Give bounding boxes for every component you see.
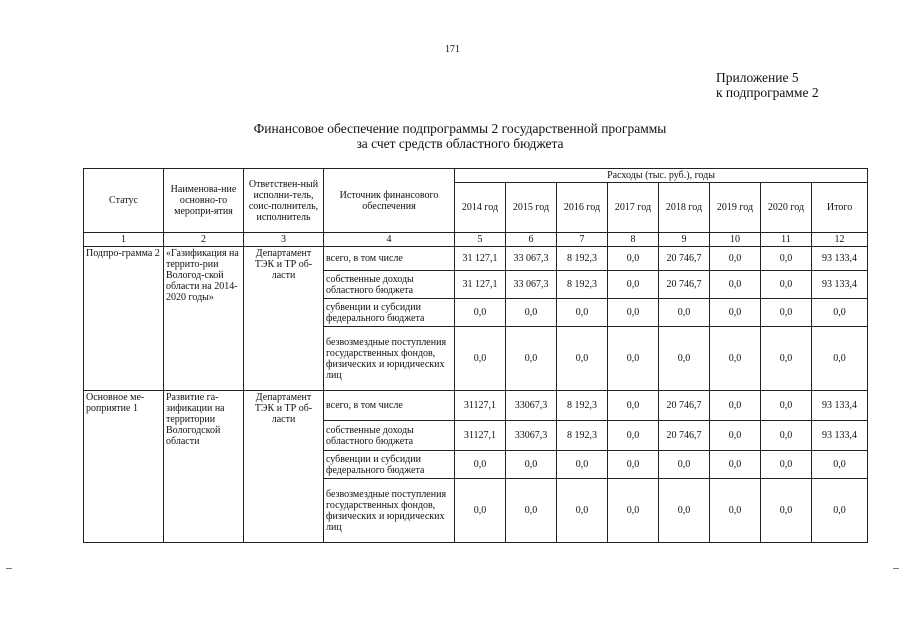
- value-cell: 33067,3: [506, 391, 557, 421]
- value-cell: 0,0: [608, 271, 659, 299]
- header-source: Источник финансового обеспечения: [324, 169, 455, 233]
- value-cell: 0,0: [506, 299, 557, 327]
- scan-edge-mark: [893, 568, 899, 569]
- value-cell: 0,0: [710, 327, 761, 391]
- header-year: 2017 год: [608, 183, 659, 233]
- value-cell: 0,0: [761, 271, 812, 299]
- header-status: Статус: [84, 169, 164, 233]
- annex-line-1: Приложение 5: [716, 70, 799, 85]
- scan-edge-mark: [6, 568, 12, 569]
- source-cell: субвенции и субсидии федерального бюджета: [324, 299, 455, 327]
- value-cell: 0,0: [710, 271, 761, 299]
- value-cell: 0,0: [761, 391, 812, 421]
- value-cell: 0,0: [710, 299, 761, 327]
- value-cell: 0,0: [710, 479, 761, 543]
- document-title: [0, 121, 905, 151]
- value-cell: 20 746,7: [659, 271, 710, 299]
- source-cell: безвозмездные поступления государственных фондов, физических и юридических лиц: [324, 479, 455, 543]
- source-cell: всего, в том числе: [324, 247, 455, 271]
- header-expenses: Расходы (тыс. руб.), годы: [455, 169, 868, 183]
- header-name: Наименова-ние основно-го меропри-ятия: [164, 169, 244, 233]
- column-number: 9: [659, 233, 710, 247]
- column-number: 10: [710, 233, 761, 247]
- column-number: 2: [164, 233, 244, 247]
- column-number: 8: [608, 233, 659, 247]
- column-number: 11: [761, 233, 812, 247]
- column-number: 7: [557, 233, 608, 247]
- value-cell: 33067,3: [506, 421, 557, 451]
- value-cell: 0,0: [710, 247, 761, 271]
- value-cell: 0,0: [761, 451, 812, 479]
- value-cell: 8 192,3: [557, 391, 608, 421]
- column-number: 1: [84, 233, 164, 247]
- header-year: 2016 год: [557, 183, 608, 233]
- value-cell: 0,0: [659, 479, 710, 543]
- title-line-1: Финансовое обеспечение подпрограммы 2 государственной программы: [253, 121, 667, 136]
- value-cell: 0,0: [710, 451, 761, 479]
- header-year: 2018 год: [659, 183, 710, 233]
- value-cell: 31127,1: [455, 421, 506, 451]
- column-number: 12: [812, 233, 868, 247]
- value-cell: 0,0: [710, 391, 761, 421]
- status-cell: Подпро-грамма 2: [84, 247, 164, 391]
- value-cell: 0,0: [506, 327, 557, 391]
- total-cell: 93 133,4: [812, 247, 868, 271]
- value-cell: 0,0: [455, 299, 506, 327]
- value-cell: 0,0: [761, 421, 812, 451]
- responsible-cell: Департамент ТЭК и ТР об-ласти: [244, 391, 324, 543]
- source-cell: субвенции и субсидии федерального бюджета: [324, 451, 455, 479]
- value-cell: 0,0: [608, 247, 659, 271]
- total-cell: 0,0: [812, 451, 868, 479]
- value-cell: 0,0: [710, 421, 761, 451]
- value-cell: 0,0: [557, 451, 608, 479]
- value-cell: 31 127,1: [455, 271, 506, 299]
- value-cell: 0,0: [608, 299, 659, 327]
- table-row: [84, 247, 868, 271]
- value-cell: 0,0: [608, 421, 659, 451]
- value-cell: 20 746,7: [659, 421, 710, 451]
- value-cell: 0,0: [608, 391, 659, 421]
- value-cell: 31 127,1: [455, 247, 506, 271]
- source-cell: всего, в том числе: [324, 391, 455, 421]
- responsible-cell: Департамент ТЭК и ТР об-ласти: [244, 247, 324, 391]
- column-number: 4: [324, 233, 455, 247]
- value-cell: 0,0: [659, 451, 710, 479]
- value-cell: 0,0: [455, 479, 506, 543]
- title-line-2: за счет средств областного бюджета: [356, 136, 564, 151]
- value-cell: 0,0: [761, 479, 812, 543]
- value-cell: 0,0: [608, 479, 659, 543]
- column-number: 5: [455, 233, 506, 247]
- value-cell: 0,0: [761, 327, 812, 391]
- value-cell: 31127,1: [455, 391, 506, 421]
- value-cell: 0,0: [761, 299, 812, 327]
- column-number: 3: [244, 233, 324, 247]
- value-cell: 0,0: [608, 327, 659, 391]
- value-cell: 0,0: [659, 299, 710, 327]
- value-cell: 0,0: [455, 451, 506, 479]
- table-row: [84, 391, 868, 421]
- value-cell: 8 192,3: [557, 271, 608, 299]
- value-cell: 8 192,3: [557, 421, 608, 451]
- total-cell: 93 133,4: [812, 271, 868, 299]
- value-cell: 20 746,7: [659, 247, 710, 271]
- value-cell: 0,0: [455, 327, 506, 391]
- annex-line-2: к подпрограмме 2: [716, 85, 819, 100]
- value-cell: 8 192,3: [557, 247, 608, 271]
- value-cell: 0,0: [557, 479, 608, 543]
- value-cell: 0,0: [506, 451, 557, 479]
- total-cell: 93 133,4: [812, 391, 868, 421]
- total-cell: 0,0: [812, 299, 868, 327]
- total-cell: 93 133,4: [812, 421, 868, 451]
- header-year: 2019 год: [710, 183, 761, 233]
- total-cell: 0,0: [812, 479, 868, 543]
- header-year: 2015 год: [506, 183, 557, 233]
- source-cell: собственные доходы областного бюджета: [324, 271, 455, 299]
- value-cell: 0,0: [608, 451, 659, 479]
- status-cell: Основное ме-роприятие 1: [84, 391, 164, 543]
- name-cell: «Газификация на террито-рии Вологод-ской области на 2014-2020 годы»: [164, 247, 244, 391]
- value-cell: 0,0: [506, 479, 557, 543]
- value-cell: 0,0: [659, 327, 710, 391]
- value-cell: 33 067,3: [506, 247, 557, 271]
- financing-table: [83, 168, 868, 543]
- source-cell: собственные доходы областного бюджета: [324, 421, 455, 451]
- page-number: 171: [445, 44, 460, 55]
- name-cell: Развитие га-зификации на территории Вологодской области: [164, 391, 244, 543]
- value-cell: 20 746,7: [659, 391, 710, 421]
- header-total: Итого: [812, 183, 868, 233]
- value-cell: 33 067,3: [506, 271, 557, 299]
- header-year: 2020 год: [761, 183, 812, 233]
- column-number: 6: [506, 233, 557, 247]
- header-year: 2014 год: [455, 183, 506, 233]
- value-cell: 0,0: [557, 299, 608, 327]
- value-cell: 0,0: [761, 247, 812, 271]
- source-cell: безвозмездные поступления государственных фондов, физических и юридических лиц: [324, 327, 455, 391]
- annex-label: [716, 70, 819, 100]
- total-cell: 0,0: [812, 327, 868, 391]
- header-responsible: Ответствен-ный исполни-тель, соис-полнитель, исполнитель: [244, 169, 324, 233]
- value-cell: 0,0: [557, 327, 608, 391]
